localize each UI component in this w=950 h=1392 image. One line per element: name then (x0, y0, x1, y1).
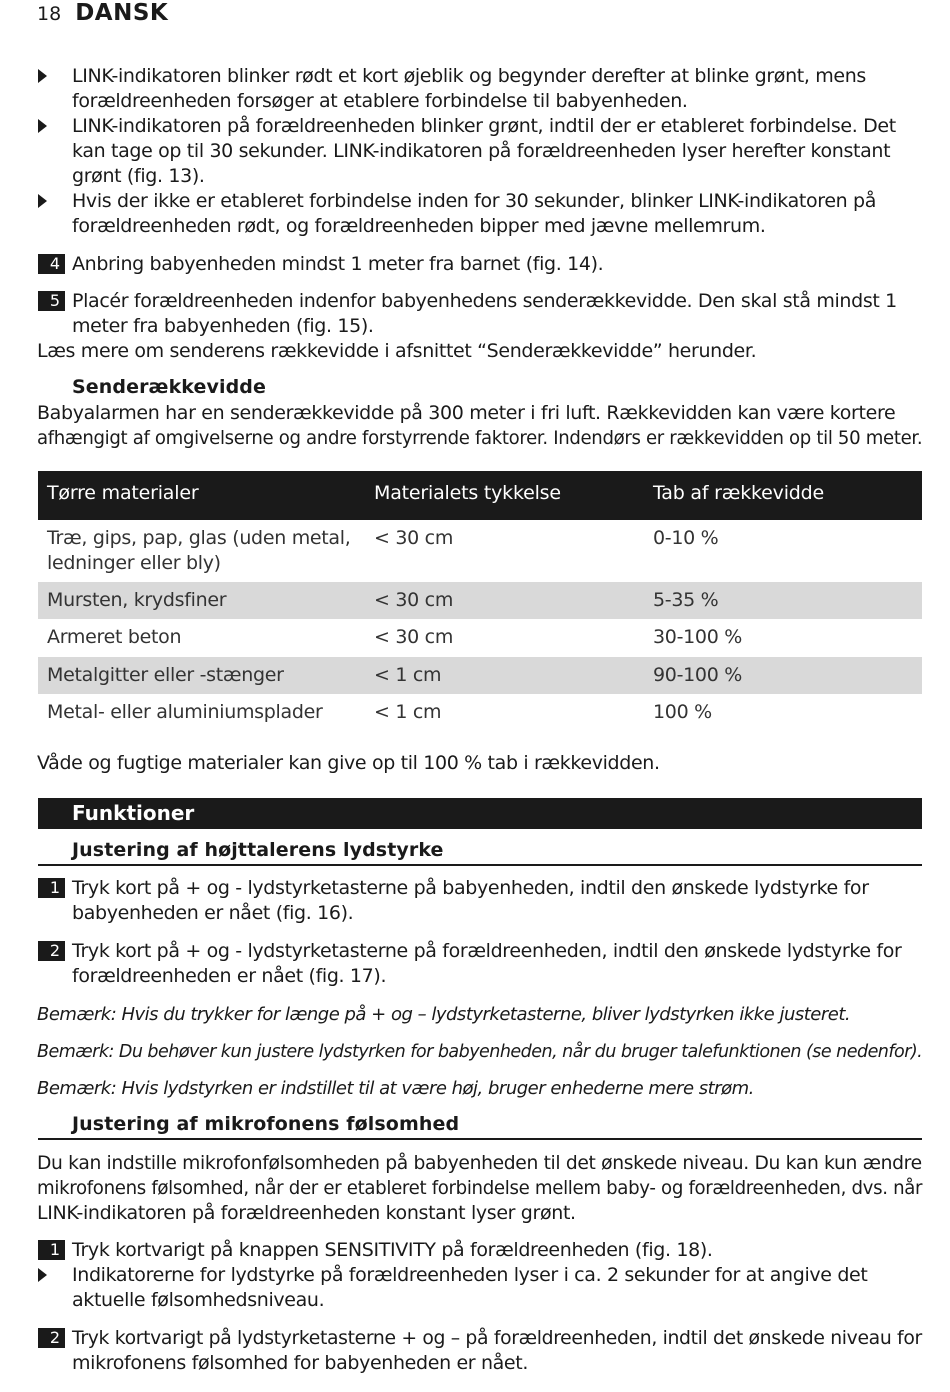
thickness-cell: < 30 cm (374, 589, 454, 611)
step-text: Tryk kort på + og - lydstyrketasterne på babyenheden, indtil den ønskede lydstyrke for (72, 877, 869, 899)
loss-cell: 100 % (653, 701, 712, 723)
material-cell: Armeret beton (47, 626, 182, 648)
bullet-text: LINK-indikatoren blinker rødt et kort øjeblik og begynder derefter at blinke grønt, mens (72, 65, 866, 87)
step-number: 1 (38, 1240, 65, 1260)
range-text: afhængigt af omgivelserne og andre forstyrrende faktorer. Indendørs er rækkevidden op til 50 meter. (37, 427, 923, 449)
note-text: Bemærk: Hvis du trykker for længe på + og – lydstyrketasterne, bliver lydstyrken ikke justeret. (37, 1004, 851, 1025)
material-cell: Metalgitter eller -stænger (47, 664, 284, 686)
step-number: 5 (38, 291, 65, 311)
step-number: 4 (38, 254, 65, 274)
step-text: forældreenheden er nået (fig. 17). (72, 965, 387, 987)
bullet-icon (38, 69, 47, 83)
step-text: meter fra babyenheden (fig. 15). (72, 315, 374, 337)
bullet-text: Hvis der ikke er etableret forbindelse inden for 30 sekunder, blinker LINK-indikatoren på (72, 190, 877, 212)
loss-cell: 5-35 % (653, 589, 719, 611)
page-header (37, 0, 168, 28)
table-row (38, 520, 922, 582)
language-title: DANSK (75, 0, 169, 26)
column-header: Tørre materialer (47, 482, 199, 504)
loss-cell: 30-100 % (653, 626, 742, 648)
step-text: Anbring babyenheden mindst 1 meter fra barnet (fig. 14). (72, 253, 604, 275)
section-bar (38, 798, 922, 829)
material-cell: Mursten, krydsfiner (47, 589, 227, 611)
heading-rule (38, 864, 922, 866)
heading-rule (38, 1138, 922, 1140)
thickness-cell: < 30 cm (374, 527, 454, 549)
range-text: Babyalarmen har en senderækkevidde på 300 meter i fri luft. Rækkevidden kan være kortere (37, 402, 896, 424)
bullet-text: Indikatorerne for lydstyrke på forældreenheden lyser i ca. 2 sekunder for at angive det (72, 1264, 868, 1286)
page-number: 18 (37, 3, 62, 25)
table-row (38, 619, 922, 657)
table-row (38, 694, 922, 732)
column-header: Materialets tykkelse (374, 482, 561, 504)
step-text: Tryk kortvarigt på knappen SENSITIVITY på forældreenheden (fig. 18). (72, 1239, 713, 1261)
mic-heading: Justering af mikrofonens følsomhed (72, 1113, 460, 1135)
table-row (38, 582, 922, 619)
step-number: 2 (38, 1328, 65, 1348)
step-number: 1 (38, 878, 65, 898)
thickness-cell: < 30 cm (374, 626, 454, 648)
bullet-text: LINK-indikatoren på forældreenheden blinker grønt, indtil der er etableret forbindelse. Det (72, 115, 896, 137)
step-number: 2 (38, 941, 65, 961)
range-heading: Senderækkevidde (72, 376, 266, 398)
range-table (38, 471, 922, 732)
section-title: Funktioner (72, 801, 195, 825)
table-header (38, 471, 922, 520)
bullet-icon (38, 194, 47, 208)
note-text: Bemærk: Hvis lydstyrken er indstillet til at være høj, bruger enhederne mere strøm. (37, 1078, 754, 1099)
material-cell: Træ, gips, pap, glas (uden metal, (47, 527, 351, 549)
step-text: mikrofonens følsomhed for babyenheden er nået. (72, 1352, 529, 1374)
step-text: Placér forældreenheden indenfor babyenhedens senderækkevidde. Den skal stå mindst 1 (72, 290, 897, 312)
bullet-text: forældreenheden forsøger at etablere forbindelse til babyenheden. (72, 90, 688, 112)
bullet-text: kan tage op til 30 sekunder. LINK-indikatoren på forældreenheden lyser herefter konstant (72, 140, 891, 162)
bullet-icon (38, 1268, 47, 1282)
note-text: Bemærk: Du behøver kun justere lydstyrken for babyenheden, når du bruger talefunktionen (se nedenfor). (37, 1041, 923, 1062)
bullet-icon (38, 119, 47, 133)
mic-text: LINK-indikatoren på forældreenheden konstant lyser grønt. (37, 1202, 576, 1224)
thickness-cell: < 1 cm (374, 701, 442, 723)
volume-heading: Justering af højttalerens lydstyrke (72, 839, 444, 861)
bullet-text: aktuelle følsomhedsniveau. (72, 1289, 325, 1311)
step-text: Tryk kortvarigt på lydstyrketasterne + og – på forældreenheden, indtil det ønskede niveau for (72, 1327, 922, 1349)
material-cell: Metal- eller aluminiumsplader (47, 701, 323, 723)
bullet-text: grønt (fig. 13). (72, 165, 205, 187)
table-row (38, 657, 922, 694)
loss-cell: 90-100 % (653, 664, 742, 686)
thickness-cell: < 1 cm (374, 664, 442, 686)
column-header: Tab af rækkevidde (653, 482, 824, 504)
step-text: babyenheden er nået (fig. 16). (72, 902, 354, 924)
mic-text: Du kan indstille mikrofonfølsomheden på babyenheden til det ønskede niveau. Du kan kun ændre (37, 1152, 922, 1174)
wet-materials-note: Våde og fugtige materialer kan give op til 100 % tab i rækkevidden. (37, 752, 660, 774)
mic-text: mikrofonens følsomhed, når der er etableret forbindelse mellem baby- og forældreenheden, dvs. når (37, 1177, 923, 1199)
bullet-text: forældreenheden rødt, og forældreenheden bipper med jævne mellemrum. (72, 215, 766, 237)
material-cell: ledninger eller bly) (47, 552, 221, 574)
step-text: Tryk kort på + og - lydstyrketasterne på forældreenheden, indtil den ønskede lydstyrke for (72, 940, 902, 962)
read-more-text: Læs mere om senderens rækkevidde i afsnittet “Senderækkevidde” herunder. (37, 340, 757, 362)
loss-cell: 0-10 % (653, 527, 719, 549)
